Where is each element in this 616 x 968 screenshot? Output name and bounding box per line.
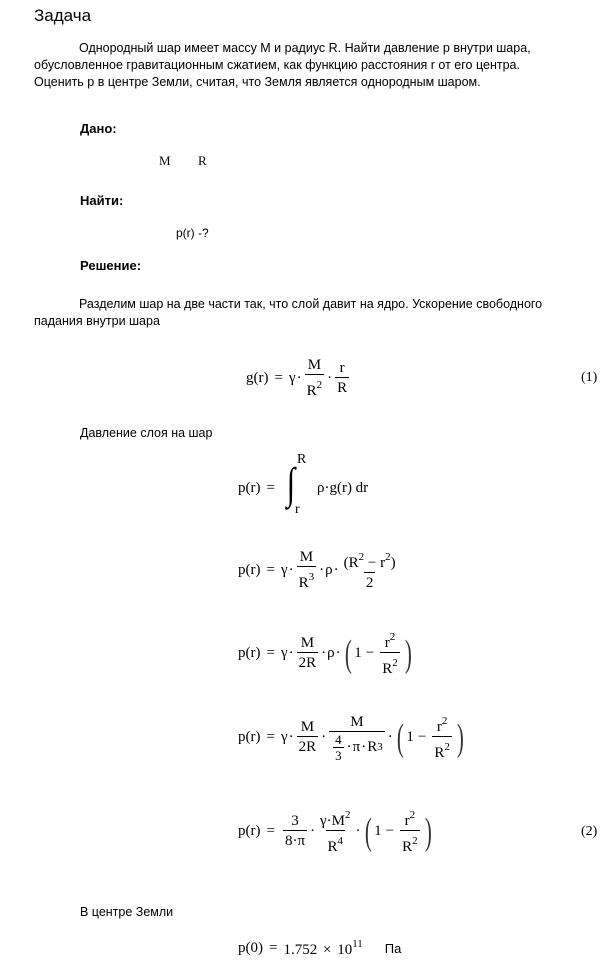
problem-line: Однородный шар имеет массу M и радиус R. Найти давление p внутри шара, bbox=[79, 41, 531, 55]
gamma-symbol: γ bbox=[288, 370, 296, 386]
integral-lower-limit: r bbox=[294, 502, 300, 517]
fraction: $\frac{r}{R}$ bbox=[337, 360, 348, 396]
find-heading: Найти: bbox=[80, 193, 124, 208]
intro-line: падания внутри шара bbox=[34, 314, 160, 328]
equation-step-2: p(r) = γ · $\frac{M}{2R}$ · ρ · ( 1 − $\frac{r^2}{R^2}$ ) bbox=[238, 628, 414, 679]
result-value: $1.752 \times 10^{11}$ bbox=[283, 938, 363, 958]
fraction: $\frac{M}{R^3}$ bbox=[298, 549, 315, 591]
fraction: $\frac{M}{2R}$ bbox=[298, 635, 317, 671]
fraction: $\frac{r^2}{R^2}$ bbox=[382, 631, 398, 677]
left-paren: ( bbox=[396, 716, 404, 759]
solution-heading: Решение: bbox=[80, 258, 142, 273]
problem-line: Оценить p в центре Земли, считая, что Земля является однородным шаром. bbox=[34, 75, 481, 89]
equals-sign: = bbox=[266, 479, 275, 496]
fraction: $\frac{r^2}{R^2}$ bbox=[434, 715, 450, 761]
find-value: p(r) -? bbox=[176, 226, 209, 240]
equals-sign: = bbox=[274, 370, 283, 386]
given-heading: Дано: bbox=[80, 121, 117, 136]
result-equation: p(0) = $1.752 \times 10^{11}$ Па bbox=[238, 938, 402, 958]
fraction: M $\frac{4}{3}$ · π · R 3 bbox=[329, 713, 385, 763]
eq-lhs: g(r) bbox=[246, 370, 269, 386]
equation-integral bbox=[238, 452, 369, 518]
fraction: $\frac{3}{8\cdot\pi}$ bbox=[284, 813, 306, 849]
solution-intro bbox=[34, 296, 616, 330]
integral-upper-limit: R bbox=[296, 452, 307, 467]
right-paren: ) bbox=[404, 632, 412, 675]
right-paren: ) bbox=[424, 810, 432, 853]
given-radius: R bbox=[198, 153, 207, 168]
intro-line: Разделим шар на две части так, что слой давит на ядро. Ускорение свободного bbox=[79, 297, 543, 311]
problem-line: обусловленное гравитационным сжатием, как функцию расстояния r от его центра. bbox=[34, 58, 520, 72]
earth-center-text: В центре Земли bbox=[80, 905, 174, 919]
result-unit: Па bbox=[384, 941, 402, 956]
right-paren: ) bbox=[456, 716, 464, 759]
integral-sign: ∫ R r bbox=[286, 452, 307, 517]
left-paren: ( bbox=[344, 632, 352, 675]
equation-1: g(r) = γ · $\frac{M}{R^2}$ · $\frac{r}{R}$ bbox=[246, 357, 348, 399]
eq-lhs: p(r) bbox=[238, 479, 261, 496]
equation-number-1: (1) bbox=[581, 370, 598, 385]
equation-2: p(r) = $\frac{3}{8\cdot\pi}$ · $\frac{\gamma\cdot M^2}{R^4}$ · ( 1 − $\frac{r^2}{R^2}$ ) bbox=[238, 806, 434, 857]
fraction: $\frac{r^2}{R^2}$ bbox=[402, 809, 418, 855]
fraction: $\frac{M}{R^2}$ bbox=[306, 357, 323, 399]
fraction: $\frac{\gamma\cdot M^2}{R^4}$ bbox=[320, 809, 351, 855]
equation-step-1: p(r) = γ · $\frac{M}{R^3}$ · ρ · $\frac{(R^2 - r^2)}{2}$ bbox=[238, 549, 396, 591]
equation-step-3: p(r) = γ · $\frac{M}{2R}$ · M $\frac{4}{3}$ · π · R 3 · ( 1 − $\frac{r^2}{R^2}$ ) bbox=[238, 713, 464, 763]
fraction: $\frac{(R^2 - r^2)}{2}$ bbox=[343, 551, 396, 591]
equation-number-2: (2) bbox=[581, 824, 598, 839]
problem-statement bbox=[34, 40, 614, 91]
given-mass: M bbox=[159, 153, 171, 168]
fraction: $\frac{M}{2R}$ bbox=[298, 719, 317, 755]
page-title: Задача bbox=[34, 6, 92, 25]
left-paren: ( bbox=[364, 810, 372, 853]
layer-pressure-text: Давление слоя на шар bbox=[80, 426, 213, 440]
integrand: ρ·g(r) dr bbox=[316, 479, 369, 496]
